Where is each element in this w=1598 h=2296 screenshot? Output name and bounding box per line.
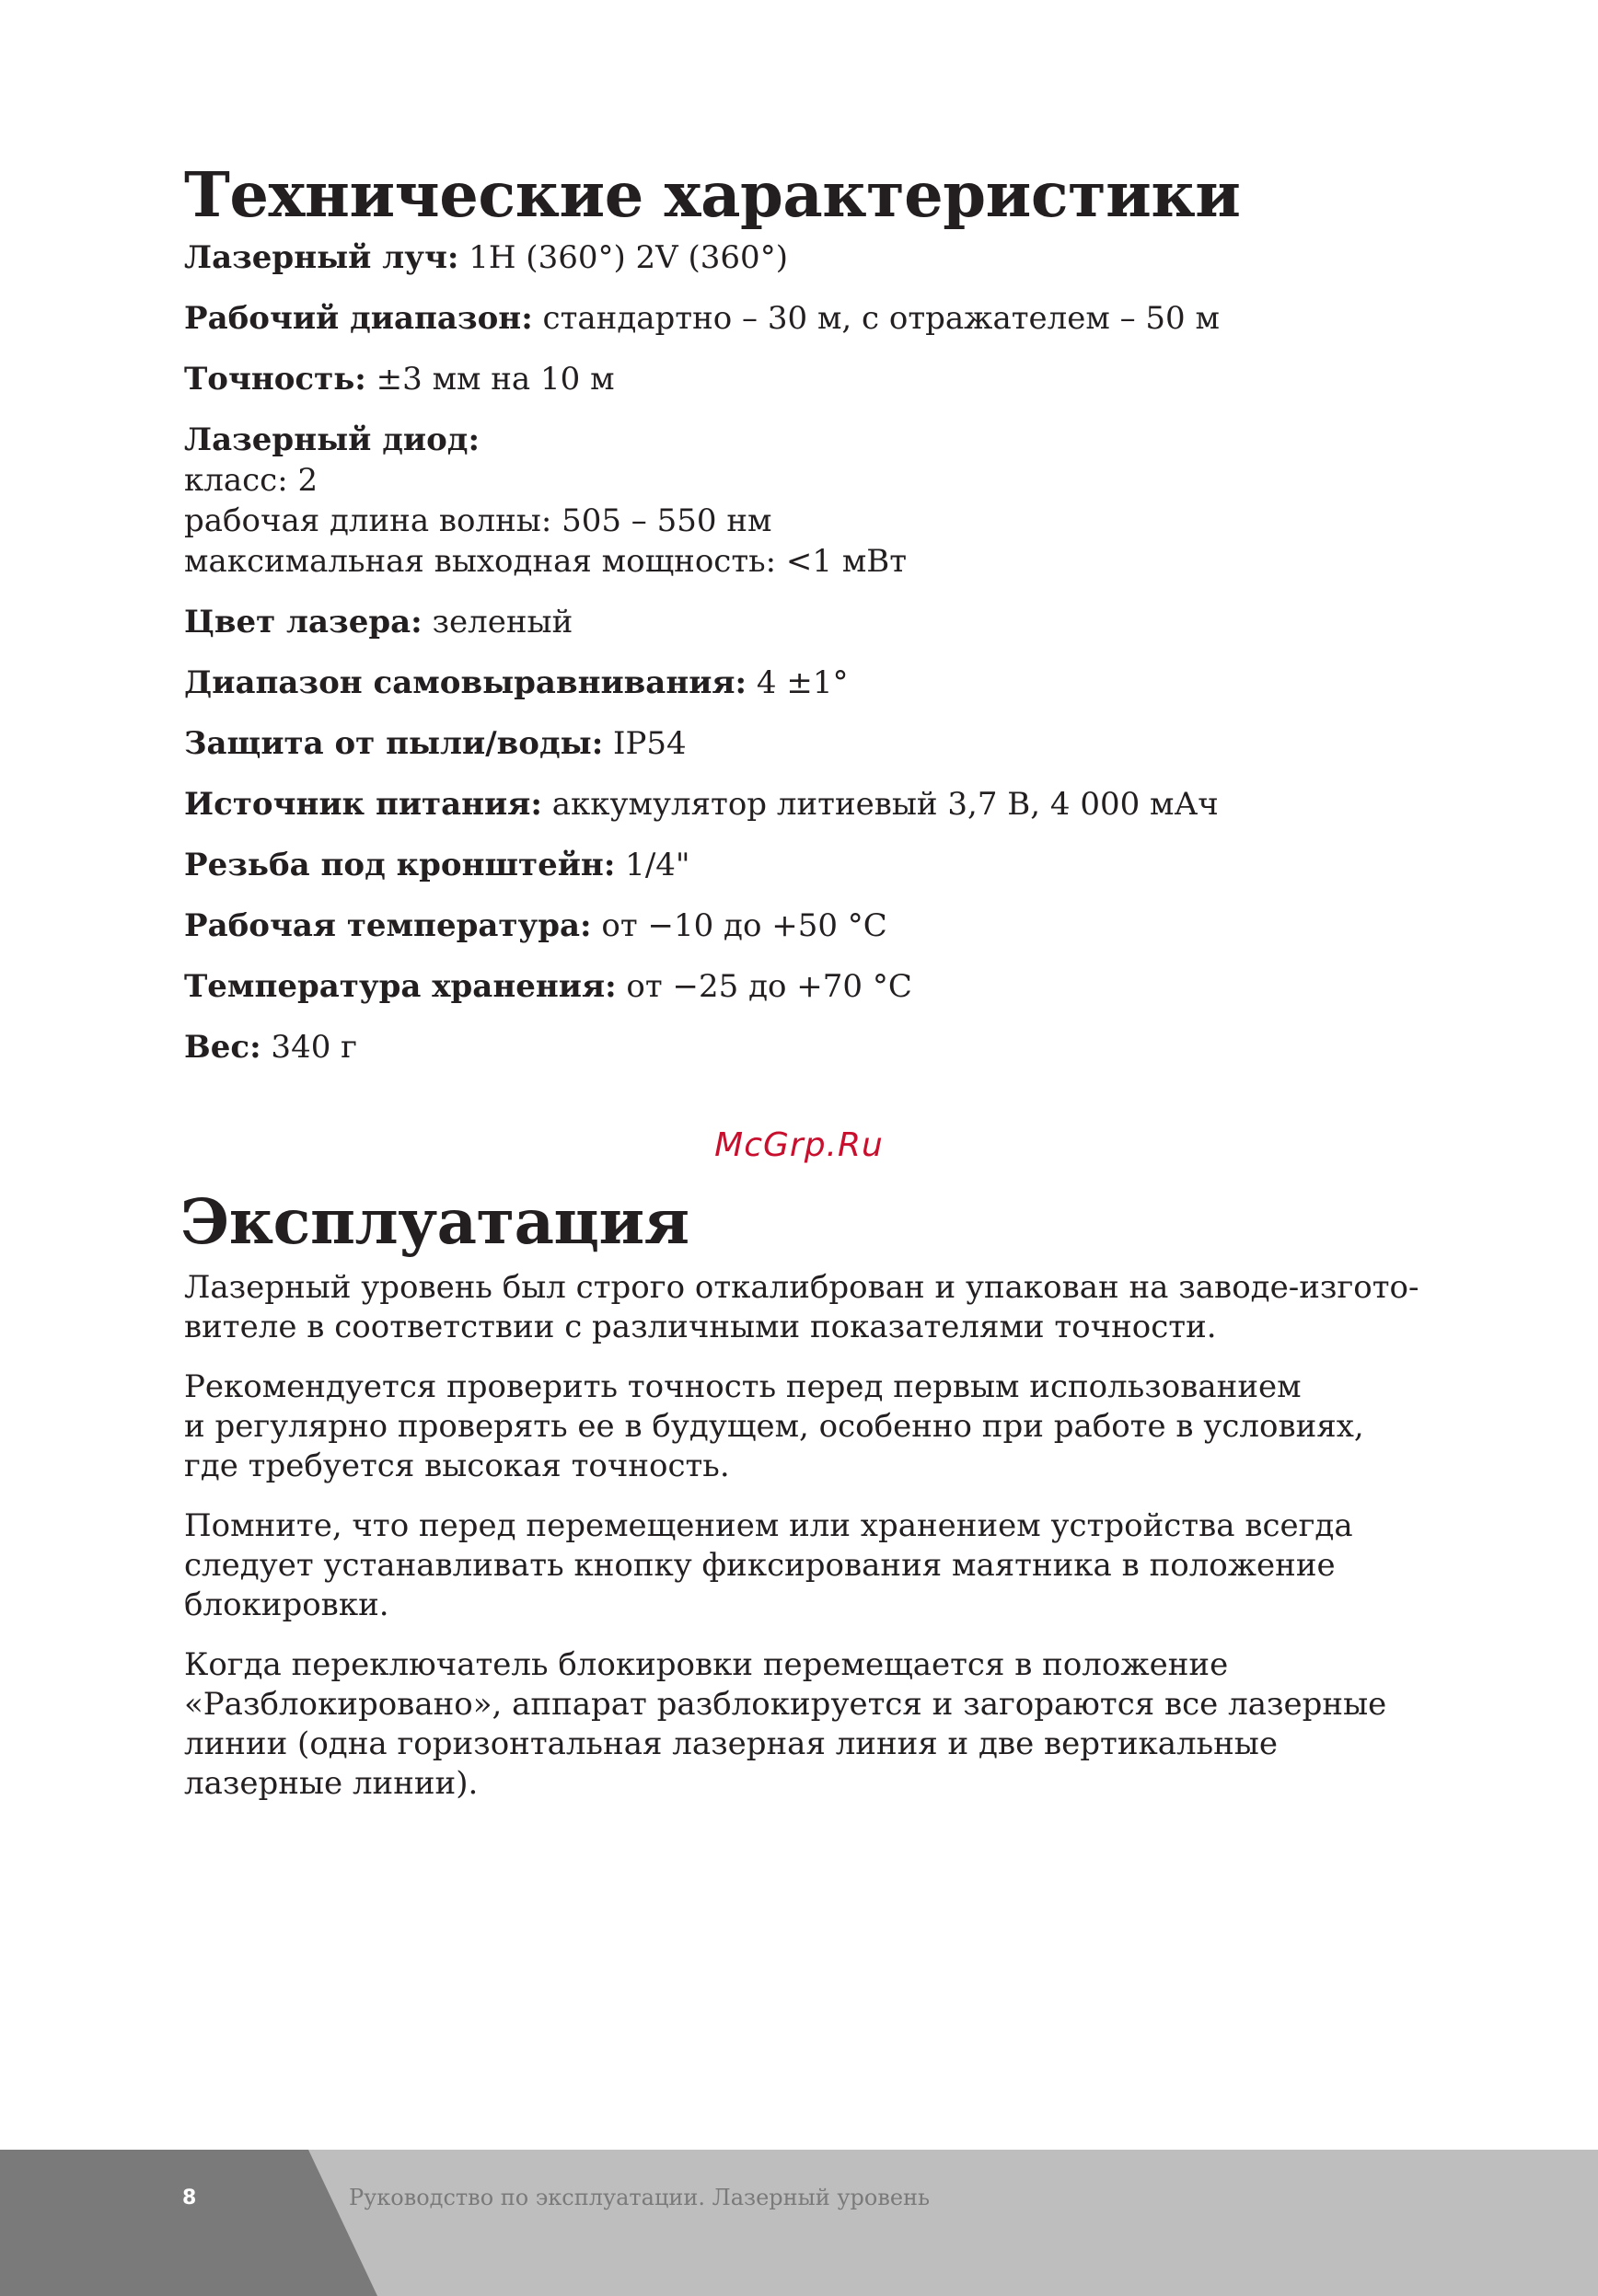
spec-value: 1/4"	[615, 847, 690, 883]
operation-heading: Эксплуатация	[180, 1185, 689, 1258]
spec-value: ±3 мм на 10 м	[365, 361, 615, 398]
spec-item	[184, 298, 1491, 339]
spec-label: Вес:	[184, 1029, 261, 1066]
spec-value: 1H (360°) 2V (360°)	[458, 239, 788, 276]
paragraph-line: вителе в соответствии с различными показателями точности.	[184, 1309, 1217, 1345]
spec-label: Лазерный луч:	[184, 239, 459, 276]
paragraph	[184, 1367, 1488, 1486]
paragraph-line: где требуется высокая точность.	[184, 1448, 730, 1484]
paragraph-line: блокировки.	[184, 1586, 389, 1623]
spec-subline: класс: 2	[184, 462, 318, 499]
paragraph-line: Помните, что перед перемещением или хранением устройства всегда	[184, 1507, 1353, 1544]
page-number: 8	[182, 2186, 197, 2209]
spec-item	[184, 1027, 1491, 1067]
spec-label: Диапазон самовыравнивания:	[184, 664, 747, 701]
spec-item	[184, 845, 1491, 885]
spec-item	[184, 784, 1491, 825]
operation-section	[180, 1183, 1488, 1824]
spec-label: Источник питания:	[184, 786, 542, 823]
paragraph-line: лазерные линии).	[184, 1765, 479, 1802]
watermark-link[interactable]: McGrp.Ru	[714, 1126, 884, 1164]
spec-item	[184, 237, 1491, 278]
paragraph	[184, 1268, 1488, 1347]
spec-item	[184, 966, 1491, 1007]
spec-subline: рабочая длина волны: 505 – 550 нм	[184, 502, 772, 539]
paragraph-line: Лазерный уровень был строго откалиброван и упакован на заводе-изгото-	[184, 1269, 1419, 1306]
paragraph	[184, 1506, 1488, 1625]
spec-item	[184, 663, 1491, 703]
footer-accent-band	[0, 2150, 377, 2296]
spec-label: Цвет лазера:	[184, 604, 423, 640]
page-footer	[0, 2150, 1598, 2296]
spec-label: Защита от пыли/воды:	[184, 725, 604, 762]
paragraph-line: Рекомендуется проверить точность перед первым использованием	[184, 1368, 1302, 1405]
specs-section	[184, 156, 1491, 1088]
specs-list	[184, 237, 1491, 1067]
spec-value: от −10 до +50 °С	[591, 907, 887, 944]
spec-item	[184, 359, 1491, 399]
spec-item	[184, 906, 1491, 946]
spec-label: Рабочий диапазон:	[184, 300, 533, 337]
spec-item-diode	[184, 420, 1491, 582]
spec-label: Резьба под кронштейн:	[184, 847, 616, 883]
operation-body	[180, 1268, 1488, 1804]
paragraph-line: и регулярно проверять ее в будущем, особенно при работе в условиях,	[184, 1408, 1364, 1445]
spec-subline: максимальная выходная мощность: <1 мВт	[184, 543, 908, 580]
spec-value: 4 ±1°	[747, 664, 849, 701]
spec-item	[184, 602, 1491, 642]
spec-label: Температура хранения:	[184, 968, 617, 1005]
spec-value: 340 г	[261, 1029, 357, 1066]
spec-value: IP54	[603, 725, 687, 762]
paragraph-line: следует устанавливать кнопку фиксирования маятника в положение	[184, 1547, 1336, 1584]
spec-value: аккумулятор литиевый 3,7 В, 4 000 мАч	[541, 786, 1219, 823]
paragraph	[184, 1645, 1488, 1804]
spec-value: зеленый	[422, 604, 573, 640]
paragraph-line: линии (одна горизонтальная лазерная линия и две вертикальные	[184, 1725, 1278, 1762]
paragraph-line: Когда переключатель блокировки перемещается в положение	[184, 1646, 1229, 1683]
spec-label: Точность:	[184, 361, 366, 398]
spec-label: Рабочая температура:	[184, 907, 592, 944]
paragraph-line: «Разблокировано», аппарат разблокируется и загораются все лазерные	[184, 1686, 1387, 1723]
spec-value: стандартно – 30 м, с отражателем – 50 м	[532, 300, 1220, 337]
specs-heading: Технические характеристики	[184, 158, 1241, 231]
spec-item	[184, 723, 1491, 764]
spec-value: от −25 до +70 °С	[616, 968, 912, 1005]
footer-title: Руководство по эксплуатации. Лазерный уровень	[349, 2185, 931, 2210]
spec-label: Лазерный диод:	[184, 421, 480, 458]
